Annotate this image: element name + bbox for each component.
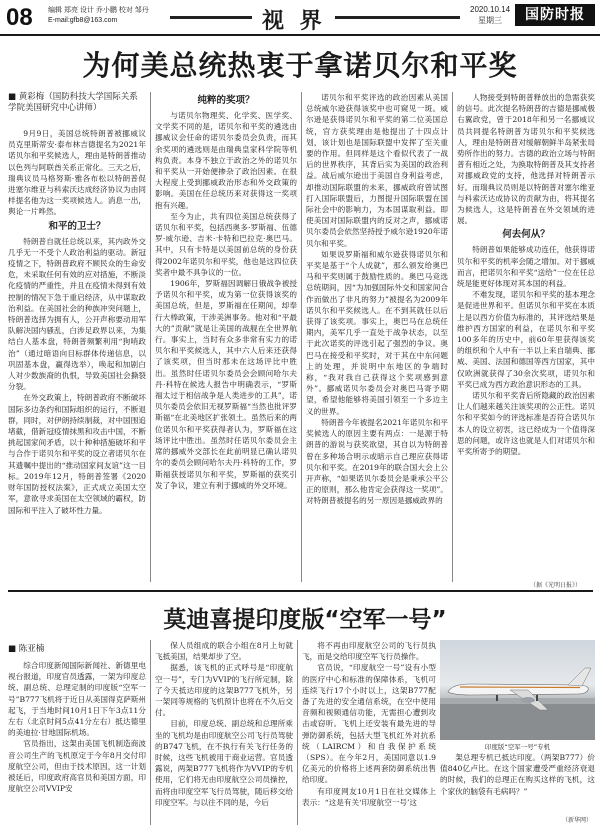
paragraph: 不难发现，诺贝尔和平奖的基本理念是促进世界和平。但诺贝尔和平奖在本质上是以西方价值为标准的，其评选结果是维护西方国家的利益，在诺贝尔和平奖100多年的历史中，前60年里获得该奖的组织和个人中有一半以上来自瑞典、挪威、美国、法国和德国等西方国家，其中仅欧洲就获得了30余次奖项，诺贝尔和平奖已成为西方政治意识形态的工具。 [457,290,595,389]
editor-email: E-mail:gfb8@163.com [48,17,118,24]
weekday-text: 星期三 [478,16,503,25]
article1-column-2 [155,92,297,582]
paragraph: 如果说罗斯福和威尔逊获得诺贝尔和平奖是基于“个人成就”，那么颁发给奥巴马和平奖则属于鼓励性质的。奥巴马竞选总统期间，因“为加强国际外交和国家间合作而做出了非凡的努力”被提名为2009年诺贝尔和平奖候选人。在不到其就任以后获得了该奖项。事实上，奥巴马在总统任期内，美军几乎一直处于战争状态，以至于此次诺奖的评选引起了强烈的争议。奥巴马在接受和平奖时，对于其在中东问题上的处理，并说明中东地区的争端时称，“我对我自己获得这个奖项感到意外”。挪威诺贝尔委员会对奥巴马寄予期望，希望他能够将美国引领至一个多边主义的世界。 [306,249,448,416]
page-number: 08 [6,4,33,31]
photo-caption: 印度版“空军一号”专机 [484,743,551,751]
paragraph: 特朗普自就任总统以来，其内政外交几乎无一不受个人政治利益的驱动。新冠疫情之下，特朗普政府不顾民众的生命安危，未采取任何有效的应对措施，不断淡化疫情的严重性，并且在疫情未得到有效控制的情况下急于重启经济，从中谋取政治利益。在美国社会的种族冲突问题上，特朗普选择为拥有人，公开声称要动用军队解决国内骚乱，白涉足政界以来，为集结白人基本盘，特朗普频繁利用“狗哨政治”（通过暗语向目标群体传递信息，以巩固基本盘，赢得选举），唤起和加剧白人对少数族裔的仇恨，导致美国社会撕裂分裂。 [8,236,146,392]
paragraph: 官员说，“印度航空一号”设有小型的医疗中心和标准的保障体系，飞机可连续飞行17个小时以上，这架B777配备了先进的安全通信系统，在空中使用音频和视频通信功能，无需担心遭到攻击或窃听。飞机上还安装有最先进的导弹防御系统，包括大型飞机红外对抗系统（LAIRCM）和自我保护系统（SPS）。在今年2月，美国同意以1.9亿美元的价格将上述两套防御系统出售给印度。 [302,663,436,785]
paragraph: 9月9日，美国总统特朗普被挪威议员克里斯蒂安·泰布林吉德提名为2021年诺贝尔和平奖候选人，理由是特朗普推动以色列与阿联酋关系正常化。三天之后，瑞典议员马格努斯·雅各布松以特朗普促进塞尔维亚与科索沃达成经济协议为由同样提名他为这一奖项候选人。消息一出，舆论一片哗然。 [8,129,146,217]
column-divider [150,640,151,825]
article1-headline: 为何美总统热衷于拿诺贝尔和平奖 [82,49,518,82]
airplane-photo [440,640,595,740]
paragraph: 官员指出，这架由美国飞机制造商波音公司生产的飞机原定于今年8月交付印度航空公司，但由于技术原因，这一计划被延后，印度政府高官员和美国方面，印度航空公司VVIP安 [8,739,146,794]
paragraph: 综合印度新闻国际新闻社、新德里电视台报道，印度官员透露，一架为印度总统、副总统、总理定制的印度版“空军一号”B777飞机将于近日从美国得克萨斯州起飞，于当地时间10月1日下午3点11分左右（北京时间5点41分左右）抵达德里的美迪拉·甘地国际机场。 [8,661,146,738]
column-divider [301,92,302,582]
section-separator [8,590,593,592]
paragraph: 保人员组成的联合小组在8月上旬就飞抵美国，结果却步了空。 [155,641,293,662]
paragraph: 特朗普今年被提名2021年诺贝尔和平奖候选人的原因主要有两点：一是源于特朗普的游说与获奖欲望，其自以为特朗普曾在多种场合明示或暗示自己理应获得诺贝尔和平奖。在2019年的联合国大会上公开声称，“如果诺贝尔委员会是秉承公平公正的原则，那么他肯定会获得这一奖项”。对特朗普被提名的另一原因是挪威政界的 [306,417,448,506]
paragraph: 据悉，该飞机的正式呼号是“印度航空一号”，专门为VVIP的飞行所定制，除了今天抵达印度的这架B777飞机外，另一架同等规格的飞机预计也将在不久后交付。 [155,663,293,718]
article2-column-2 [155,640,293,825]
airplane-icon [440,640,595,740]
article1-column-1 [8,128,146,580]
paragraph: 在外交政策上，特朗普政府不断破坏国际多边条约和国际组织的运行，不断退群，同时，对伊朗持续制裁，对中国围追堵截，借新冠疫情抹黑和攻击中国，不断挑起国家间矛盾，以十种种措施破坏和平与合作于诺贝尔和平奖的设立者诺贝尔在其遗嘱中提出的“推动国家间友谊”这一目标。2019年12月，特朗普签署《2020财年国防授权法案》，正式成立美国太空军，意欲寻求美国在太空领域的霸权，防国际和平注入了破坏性力量。 [8,393,146,515]
article2-byline: ■ 陈亚楠 [8,644,45,654]
article2-column-4 [440,752,595,812]
subheading: 纯粹的奖项？ [197,95,255,106]
article2-credit: （新华网） [562,818,593,824]
paragraph: 与诺贝尔物理奖、化学奖、医学奖、文学奖不同的是，诺贝尔和平奖的遴选由挪威议会任命的诺贝尔委员会负责，而其余奖项的遴选则是由瑞典皇家科学院等机构负责。本身不独立于政治之外的诺贝尔和平奖从一开始便掺杂了政治因素。在很大程度上受到挪威政治形态和外交政策的影响。美国在任总统历来对获得这一奖项抱有兴趣。 [155,111,297,210]
article2-headline: 莫迪喜提印度版“空军一号” [163,607,447,633]
editor-credits [48,6,168,26]
issue-date [470,4,510,26]
paragraph: 目前，印度总统、副总统和总理所乘坐的飞机均是由印度航空公司飞行员驾驶的B747飞机，在不执行有关飞行任务的时候，这些飞机被用于商业运营。官员透露说，两架B777飞机将作为VVIP的专机使用，它们将无由印度航空公司员操控，而将由印度空军飞行员驾驶，随后移交给印度空军。与以往不同的是，今后 [155,719,293,807]
paragraph: 特朗普如果能够成功连任，他获得诺贝尔和平奖的机率会随之增加。对于挪威而言，把诺贝尔和平奖“送给”一位在任总统是能更好体现对其本国的利益。 [457,245,595,289]
article2-column-1 [8,660,146,825]
editor-names: 编辑 郑亮 设计 乔小鹏 校对 邹丹 [48,7,149,14]
article1-credit: （据《光明日报》） [530,583,582,589]
paragraph: 将不再由印度航空公司的飞行员执飞，而是交给印度空军飞行员操作。 [302,641,436,662]
section-title: 视 界 [262,8,326,34]
date-text: 2020.10.14 [470,5,511,14]
column-divider [150,92,151,582]
paragraph: 至今为止，共有四位美国总统获得了诺贝尔和平奖，包括西奥多·罗斯福、伍德罗·威尔逊、吉米·卡特和巴拉克·奥巴马。其中，只有卡特是以美国前总统的身份获得2002年诺贝尔和平奖，他也是这四位获奖者中最不具争议的一位。 [155,211,297,277]
column-divider [297,640,298,825]
column-divider [452,92,453,582]
paragraph: 1906年，罗斯福因调解日俄战争被授予诺贝尔和平奖，成为第一位获得该奖的美国总统，但是，罗斯福在任期间，却奉行大棒政策，干涉美洲事务。他对和“平最大的”贡献”就是让美国的战舰在全世界航行。事实上，当时有众多非常有实力的诺贝尔和平奖候选人，其中六人后来还获得了该奖项，但当时那未在这场评比中胜出。虽然时任诺贝尔委员会会顾问哈尔夫丹·科特在候选人报告中明确表示，“罗斯福太过于相信战争是人类进步的工具”，诺贝尔委员会依旧无视罗斯福“当然也批评罗斯福“在北美地区扩张领土。虽然后来的两位诺贝尔和平奖获得者认为，罗斯福在这场评比中胜出。虽然时任诺贝尔委员会主席的挪威外交部长在此前明显已确认诺贝尔的委员会顾问哈尔夫丹·科特的工作，罗斯福获授诺贝尔和平奖，罗斯福的获奖引发了争议，建立有利于挪威的外交环境。 [155,279,297,490]
paragraph: 人物接受到特朗普释放出的急需获奖的信号。此次提名特朗普的吉德是挪威极右翼政党，曾于2018年和另一名挪威议员共同提名特朗普为诺贝尔和平奖候选人，理由是特朗普对缓解朝鲜半岛紧张局势所作出的努力。吉德的政治立场与特朗普有相近之处，为换取特朗普及其支持者对挪威政党的支持，他选择对特朗普示好。而瑞典议员则是以特朗普对塞尔维亚与科索沃达成协议的贡献为由，将其提名为候选人，这是特朗普在外交领域的进展。 [457,93,595,226]
decorative-rule-right [335,16,460,19]
paragraph: 诺贝尔和平奖背后所隐藏的政治因素让人们越来越关注该奖项的公正性。诺贝尔和平奖如今的评选标准是否符合诺贝尔本人的设立初衷，这已经成为一个值得深思的问题，或许这也就是人们对诺贝尔和平奖所寄予的期望。 [457,391,595,457]
decorative-rule-left [170,16,252,19]
article1-byline: ■ 黄彩梅（国防科技大学国际关系学院美国研究中心讲师） [8,92,138,113]
paragraph: 架总理专机已抵达印度。（两架B777）价值840亿卢比。在这个国家遭受严重经济衰退的时候，我们的总理正在购买这样的飞机，这个家伙的脑袋有毛病吗？” [440,753,595,796]
subheading: 和平的卫士？ [48,220,106,232]
paragraph: 有印度网友10月1日在社交媒体上表示：“这是有关‘印度航空一号’这 [302,786,436,807]
newspaper-logo: 国防时报 [515,4,595,26]
article2-column-3 [302,640,436,825]
paragraph: 诺贝尔和平奖评选的政治因素从美国总统威尔逊获得该奖中也可窥见一斑。威尔逊是获得诺贝尔和平奖的第二位美国总统，官方获奖理由是他提出了十四点计划，该计划也是国际联盟中发挥了至关重要的作用。但同样是这个看似代表了一战后的世界秩序，其背后实为美国的政治利益。战后威尔逊出于美国自身利益考虑，却推动国际联盟的未来，挪威政府曾试图打入国际联盟后，力图提升国际联盟在国际社会中的影响力，为本国谋取利益。即使美国对国际联盟内的反对之声，挪威诺贝尔委员会依然坚持授予威尔逊1920年诺贝尔和平奖。 [306,93,448,248]
masthead [0,0,600,36]
subheading: 何去何从？ [502,229,550,241]
article1-column-4 [457,92,595,560]
article1-column-3 [306,92,448,582]
